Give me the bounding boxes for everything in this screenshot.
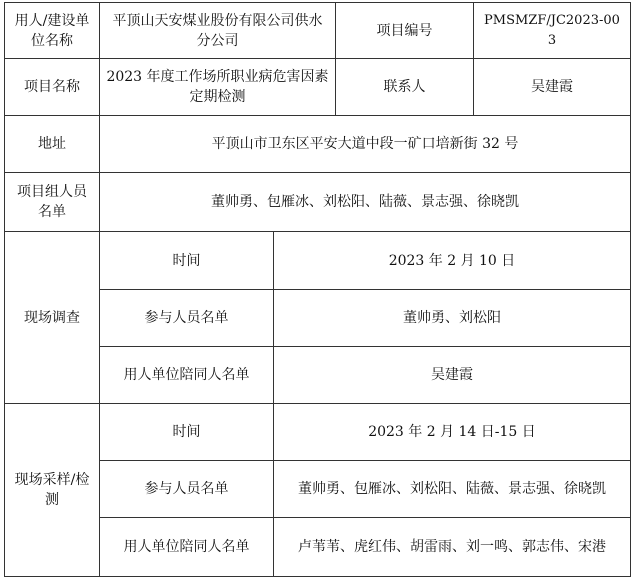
- row-team: [5, 173, 631, 232]
- row-employer: [5, 3, 631, 59]
- project-name-value: 2023 年度工作场所职业病危害因素定期检测: [100, 59, 336, 116]
- contact-label: 联系人: [336, 59, 474, 116]
- sampling-members-label: 参与人员名单: [100, 461, 274, 518]
- sampling-time-value: 2023 年 2 月 14 日-15 日: [274, 404, 631, 461]
- contact-value: 吴建霞: [474, 59, 631, 116]
- sampling-members-value: 董帅勇、包雁冰、刘松阳、陆薇、景志强、徐晓凯: [274, 461, 631, 518]
- survey-escort-value: 吴建霞: [274, 347, 631, 404]
- survey-members-value: 董帅勇、刘松阳: [274, 290, 631, 347]
- address-label: 地址: [5, 116, 100, 173]
- survey-time-value: 2023 年 2 月 10 日: [274, 232, 631, 290]
- sampling-escort-label: 用人单位陪同人名单: [100, 518, 274, 577]
- survey-time-row: [5, 232, 631, 290]
- employer-value: 平顶山天安煤业股份有限公司供水分公司: [100, 3, 336, 59]
- sampling-time-row: [5, 404, 631, 461]
- team-value: 董帅勇、包雁冰、刘松阳、陆薇、景志强、徐晓凯: [100, 173, 631, 232]
- employer-label: 用人/建设单位名称: [5, 3, 100, 59]
- project-info-table: [4, 2, 631, 577]
- survey-members-label: 参与人员名单: [100, 290, 274, 347]
- row-project-name: [5, 59, 631, 116]
- sampling-time-label: 时间: [100, 404, 274, 461]
- row-address: [5, 116, 631, 173]
- team-label: 项目组人员名单: [5, 173, 100, 232]
- survey-label: 现场调查: [5, 232, 100, 404]
- address-value: 平顶山市卫东区平安大道中段一矿口培新街 32 号: [100, 116, 631, 173]
- project-code-value: PMSMZF/JC2023-003: [474, 3, 631, 59]
- project-code-label: 项目编号: [336, 3, 474, 59]
- survey-time-label: 时间: [100, 232, 274, 290]
- sampling-label: 现场采样/检测: [5, 404, 100, 577]
- sampling-escort-value: 卢苇苇、虎红伟、胡雷雨、刘一鸣、郭志伟、宋港: [274, 518, 631, 577]
- survey-escort-label: 用人单位陪同人名单: [100, 347, 274, 404]
- project-name-label: 项目名称: [5, 59, 100, 116]
